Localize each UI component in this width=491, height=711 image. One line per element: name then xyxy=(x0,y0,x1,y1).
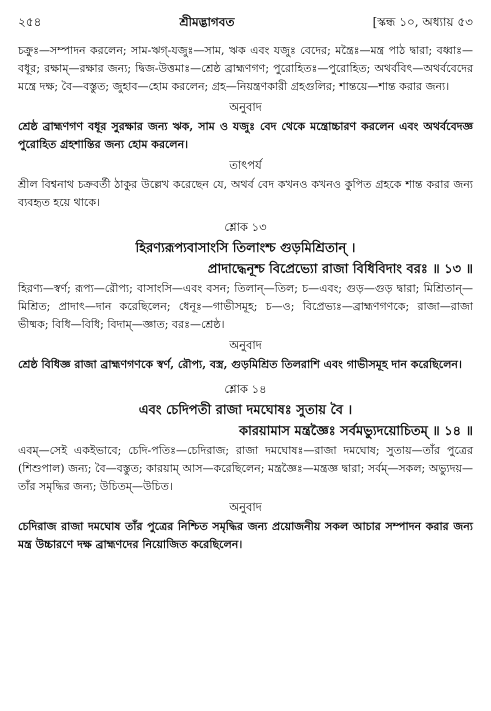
verse-14-line-2: কারয়ামাস মন্ত্রজ্ঞৈঃ সর্বমভ্যুদয়োচিতম্‌ ॥ ১৪ ॥ xyxy=(239,424,473,439)
translation-heading-12: অনুবাদ xyxy=(229,100,262,114)
book-title: শ্রীমদ্ভাগবত xyxy=(179,15,235,29)
purport-12: শ্রীল বিশ্বনাথ চক্রবর্তী ঠাকুর উল্লেখ করেছেন যে, অথর্ব বেদ কখনও কখনও কুপিত গ্রহকে শান্ত করার জন্য ব্যবহৃত হয়ে থাকে। xyxy=(18,178,473,209)
verse-13-line-1: হিরণ্যরূপ্যবাসাংসি তিলাংশ্চ গুড়মিশ্রিতান্‌ । xyxy=(135,241,356,256)
verse-14-line-1: এবং চেদিপতী রাজা দমঘোষঃ সুতায় বৈ । xyxy=(138,403,353,418)
section-reference: [স্কন্ধ ১০, অধ্যায় ৫৩ xyxy=(372,15,473,29)
verse-13-line-2: প্রাদাদ্ধেনূশ্চ বিপ্রেভ্যো রাজা বিধিবিদাং বরঃ ॥ ১৩ ॥ xyxy=(207,262,473,277)
synonyms-14: এবম্‌—সেই একইভাবে; চেদি-পতিঃ—চেদিরাজ; রাজা দমঘোষঃ—রাজা দমঘোষ; সুতায়—তাঁর পুত্রের (শিশুপাল) জন্য; বৈ—বস্তুত; কারয়াম্‌ আস—করেছিলেন; মন্ত্রজ্ঞৈঃ—মন্ত্রজ্ঞ দ্বারা; সর্বম্‌—সকল; অভ্যুদয়—তাঁর সমৃদ্ধির জন্য; উচিতম্‌—উচিত। xyxy=(18,444,473,493)
purport-heading-12: তাৎপর্য xyxy=(229,158,262,172)
translation-13: শ্রেষ্ঠ বিধিজ্ঞ রাজা ব্রাহ্মণগণকে স্বর্ণ, রৌপ্য, বস্ত্র, গুড়মিশ্রিত তিলরাশি এবং গাভীসমূহ দান করেছিলেন। xyxy=(18,358,462,371)
document-page xyxy=(18,14,473,554)
translation-heading-13: অনুবাদ xyxy=(229,338,262,352)
translation-12: শ্রেষ্ঠ ব্রাহ্মণগণ বধূর সুরক্ষার জন্য ঋক, সাম ও যজুঃ বেদ থেকে মন্ত্রোচ্চারণ করলেন এবং অথর্ববেদজ্ঞ পুরোহিত গ্রহশান্তির জন্য হোম করলেন। xyxy=(18,120,473,151)
synonyms-12: চক্রুঃ—সম্পাদন করলেন; সাম-ঋগ্‌-যজুঃ—সাম, ঋক এবং যজুঃ বেদের; মন্ত্রৈঃ—মন্ত্র পাঠ দ্বারা; বধ্বাঃ—বধূর; রক্ষাম্‌—রক্ষার জন্য; দ্বিজ-উত্তমাঃ—শ্রেষ্ঠ ব্রাহ্মণগণ; পুরোহিতঃ—পুরোহিত; অথর্ববিৎ—অথর্ববেদের মন্ত্রে দক্ষ; বৈ—বস্তুত; জুহাব—হোম করলেন; গ্রহ—নিয়ন্ত্রণকারী গ্রহগুলির; শান্তয়ে—শান্ত করার জন্য। xyxy=(18,44,473,93)
translation-heading-14: অনুবাদ xyxy=(229,500,262,514)
translation-14: চেদিরাজ রাজা দমঘোষ তাঁর পুত্রের নিশ্চিত সমৃদ্ধির জন্য প্রয়োজনীয় সকল আচার সম্পাদন করার জন্য মন্ত্র উচ্চারণে দক্ষ ব্রাহ্মণদের নিয়োজিত করেছিলেন। xyxy=(18,520,473,551)
sloka-heading-14: শ্লোক ১৪ xyxy=(224,382,267,396)
synonyms-13: হিরণ্য—স্বর্ণ; রূপ্য—রৌপ্য; বাসাংসি—এবং বসন; তিলান্‌—তিল; চ—এবং; গুড়—গুড় দ্বারা; মিশ্রিতান্‌—মিশ্রিত; প্রাদাৎ—দান করেছিলেন; ধেনূঃ—গাভীসমূহ; চ—ও; বিপ্রেভ্যঃ—ব্রাহ্মণগণকে; রাজা—রাজা ভীষ্মক; বিধি—বিধি; বিদাম্‌—জ্ঞাত; বরঃ—শ্রেষ্ঠ। xyxy=(18,282,473,331)
page-header xyxy=(18,14,473,34)
sloka-heading-13: শ্লোক ১৩ xyxy=(224,220,267,234)
page-number: ২৫৪ xyxy=(18,15,42,29)
